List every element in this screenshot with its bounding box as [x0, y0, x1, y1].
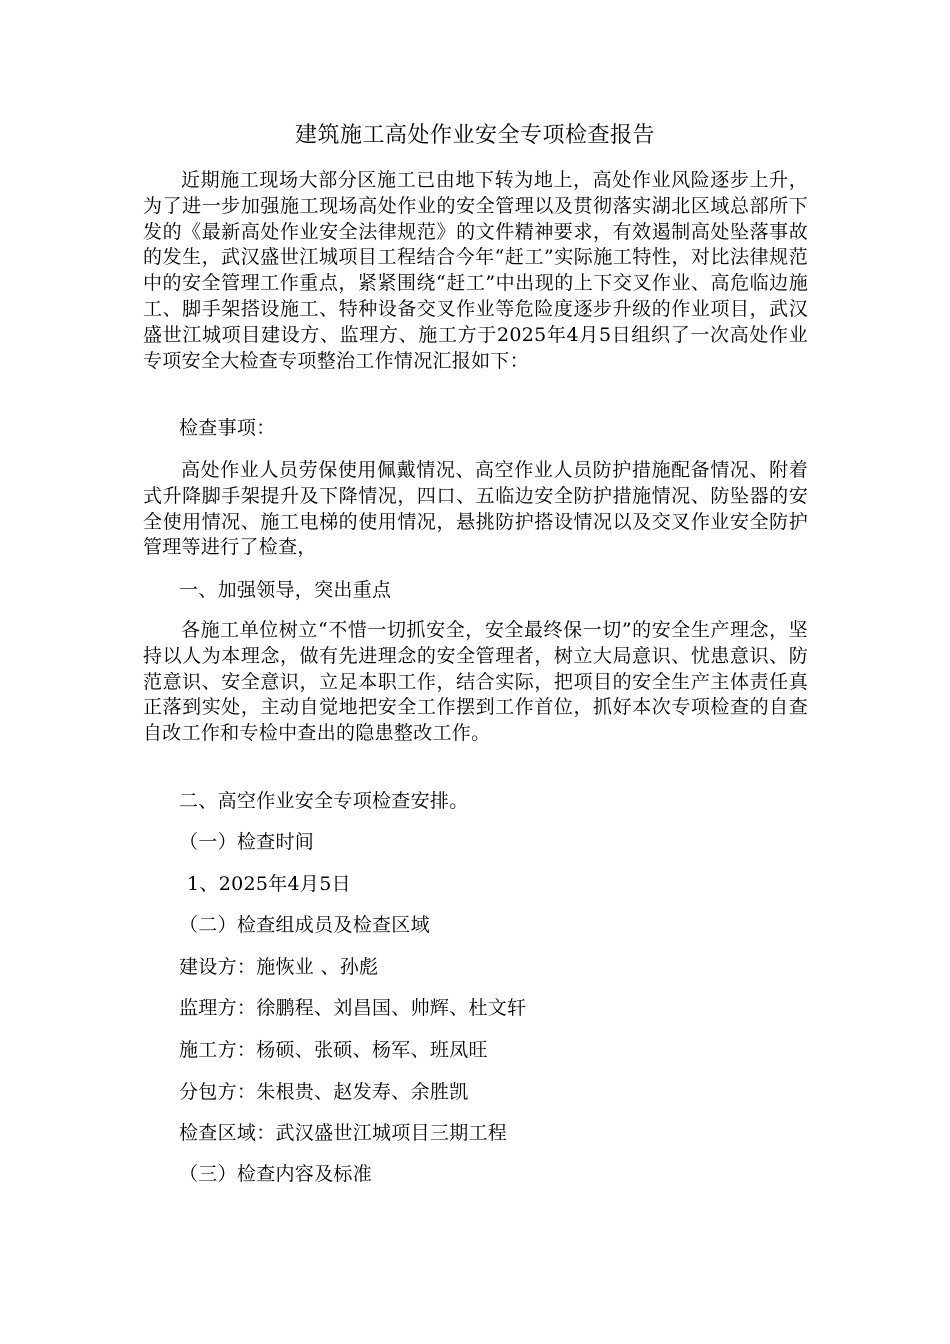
- section-1-heading: 一、加强领导，突出重点: [179, 579, 392, 601]
- inspection-date-item: 1、2025年4月5日: [187, 873, 351, 895]
- subsection-3-heading: （三）检查内容及标准: [179, 1163, 373, 1185]
- section-1-paragraph: 各施工单位树立“不惜一切抓安全，安全最终保一切”的安全生产理念，坚持以人为本理念，做有先进理念的安全管理者，树立大局意识、忧患意识、防范意识、安全意识，立足本职工作，结合实际，把项目的安全生产主体责任真正落到实处，主动自觉地把安全工作摆到工作首位，抓好本次专项检查的自查自改工作和专检中查出的隐患整改工作。: [143, 619, 808, 745]
- member-contractor: 施工方：杨硕、张硕、杨军、班凤旺: [179, 1039, 488, 1061]
- inspection-items-heading: 检查事项：: [179, 417, 276, 439]
- subsection-2-heading: （二）检查组成员及检查区域: [179, 914, 430, 936]
- member-subcontractor: 分包方：朱根贵、赵发寿、余胜凯: [179, 1081, 469, 1103]
- subsection-1-heading: （一）检查时间: [179, 831, 315, 853]
- document-title: 建筑施工高处作业安全专项检查报告: [294, 123, 655, 148]
- section-2-heading: 二、高空作业安全专项检查安排。: [179, 790, 469, 812]
- intro-paragraph: 近期施工现场大部分区施工已由地下转为地上，高处作业风险逐步上升，为了进一步加强施工现场高处作业的安全管理以及贯彻落实湖北区域总部所下发的《最新高处作业安全法律规范》的文件精神要求，有效遏制高处坠落事故的发生，武汉盛世江城项目工程结合今年“赶工”实际施工特性，对比法律规范中的安全管理工作重点，紧紧围绕“赶工”中出现的上下交叉作业、高危临边施工、脚手架搭设施工、特种设备交叉作业等危险度逐步升级的作业项目，武汉盛世江城项目建设方、监理方、施工方于2025年4月5日组织了一次高处作业专项安全大检查专项整治工作情况汇报如下：: [143, 169, 808, 372]
- inspection-area: 检查区域：武汉盛世江城项目三期工程: [179, 1122, 508, 1144]
- member-owner: 建设方：施恢业 、孙彪: [179, 956, 379, 978]
- inspection-items-paragraph: 高处作业人员劳保使用佩戴情况、高空作业人员防护措施配备情况、附着式升降脚手架提升及下降情况，四口、五临边安全防护措施情况、防坠器的安全使用情况、施工电梯的使用情况，悬挑防护搭设情况以及交叉作业安全防护管理等进行了检查，: [143, 459, 808, 559]
- member-supervisor: 监理方：徐鹏程、刘昌国、帅辉、杜文轩: [179, 997, 527, 1019]
